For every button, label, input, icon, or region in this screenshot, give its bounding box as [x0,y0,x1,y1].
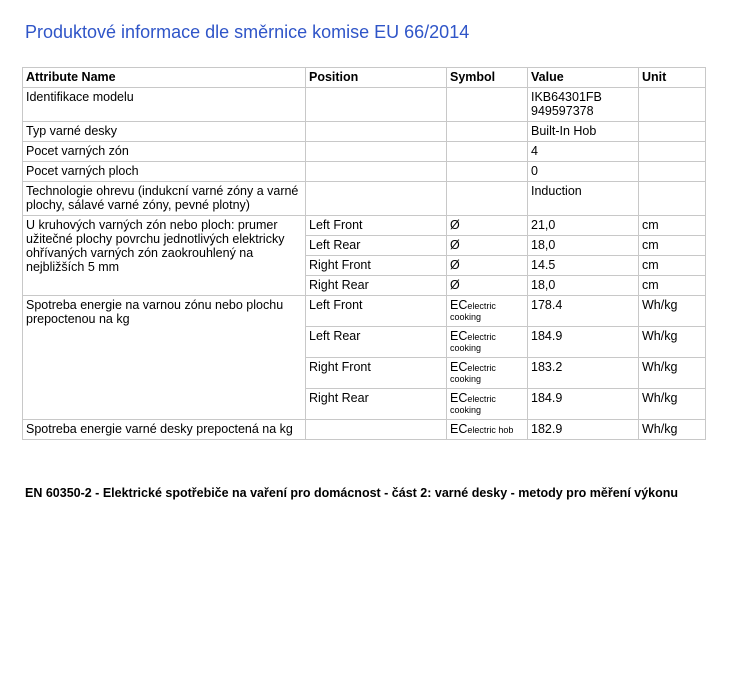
symbol-main: EC [450,391,468,405]
model-number: IKB64301FB [531,90,602,104]
unit-cell: cm [639,256,706,276]
value-cell: 21,0 [528,216,639,236]
symbol-cell [447,122,528,142]
position-cell: Right Front [306,256,447,276]
symbol-cell [447,162,528,182]
symbol-cell: Ø [447,236,528,256]
value-cell: Induction [528,182,639,216]
unit-cell: Wh/kg [639,389,706,420]
symbol-cell [447,327,528,358]
symbol-subscript: electric [467,363,496,373]
value-cell: 178.4 [528,296,639,327]
position-cell: Left Rear [306,236,447,256]
symbol-main: EC [450,298,468,312]
symbol-subscript: electric [467,332,496,342]
position-cell: Right Rear [306,389,447,420]
position-cell [306,88,447,122]
symbol-subscript: electric [467,301,496,311]
header-unit: Unit [639,68,706,88]
symbol-cell [447,182,528,216]
symbol-cell [447,358,528,389]
header-symbol: Symbol [447,68,528,88]
value-cell [528,88,639,122]
symbol-cell [447,142,528,162]
unit-cell: Wh/kg [639,358,706,389]
value-cell: 182.9 [528,420,639,440]
attribute-cell: Identifikace modelu [23,88,306,122]
value-cell: 184.9 [528,389,639,420]
unit-cell [639,162,706,182]
header-position: Position [306,68,447,88]
symbol-cell [447,88,528,122]
unit-cell: Wh/kg [639,327,706,358]
unit-cell: Wh/kg [639,420,706,440]
symbol-subscript: cooking [450,343,482,353]
symbol-subscript: electric [467,394,496,404]
product-number: 949597378 [531,104,594,118]
value-cell: 4 [528,142,639,162]
attribute-cell: Pocet varných ploch [23,162,306,182]
position-cell: Left Rear [306,327,447,358]
position-cell: Left Front [306,296,447,327]
value-cell: 183.2 [528,358,639,389]
position-cell: Right Front [306,358,447,389]
page-title: Produktové informace dle směrnice komise EU 66/2014 [25,22,470,42]
symbol-subscript: electric hob [467,425,514,435]
position-cell [306,162,447,182]
attribute-cell: Spotreba energie na varnou zónu nebo plochu prepoctenou na kg [23,296,306,420]
position-cell: Left Front [306,216,447,236]
position-cell [306,420,447,440]
header-value: Value [528,68,639,88]
position-cell: Right Rear [306,276,447,296]
unit-cell: Wh/kg [639,296,706,327]
value-cell: 18,0 [528,236,639,256]
value-cell: Built-In Hob [528,122,639,142]
table-row [23,162,706,182]
attribute-cell: Technologie ohrevu (indukcní varné zóny a varné plochy, sálavé varné zóny, pevné plotny) [23,182,306,216]
unit-cell: cm [639,216,706,236]
position-cell [306,142,447,162]
value-cell: 14.5 [528,256,639,276]
unit-cell [639,182,706,216]
unit-cell [639,142,706,162]
symbol-subscript: cooking [450,374,482,384]
table-row [23,216,706,236]
symbol-subscript: cooking [450,405,482,415]
symbol-cell: Ø [447,256,528,276]
attribute-cell: Spotreba energie varné desky prepoctená na kg [23,420,306,440]
attribute-cell: U kruhových varných zón nebo ploch: prumer užitečné plochy povrchu jednotlivých elektricky ohřívaných varných zón zaokrouhlený na nejbližších 5 mm [23,216,306,296]
symbol-cell: Ø [447,216,528,236]
table-row [23,420,706,440]
symbol-subscript: cooking [450,312,482,322]
attribute-cell: Typ varné desky [23,122,306,142]
position-cell [306,122,447,142]
product-info-table [22,67,706,440]
value-cell: 18,0 [528,276,639,296]
symbol-cell [447,296,528,327]
value-cell: 0 [528,162,639,182]
unit-cell [639,122,706,142]
unit-cell: cm [639,276,706,296]
table-row [23,142,706,162]
symbol-main: EC [450,329,468,343]
unit-cell [639,88,706,122]
symbol-cell [447,389,528,420]
symbol-cell: Ø [447,276,528,296]
header-attribute: Attribute Name [23,68,306,88]
standard-footnote: EN 60350-2 - Elektrické spotřebiče na vaření pro domácnost - část 2: varné desky - metody pro měření výkonu [25,486,679,500]
table-header-row [23,68,706,88]
table-row [23,182,706,216]
value-cell: 184.9 [528,327,639,358]
table-row [23,88,706,122]
symbol-main: EC [450,422,468,436]
table-row [23,122,706,142]
unit-cell: cm [639,236,706,256]
symbol-main: EC [450,360,468,374]
symbol-cell [447,420,528,440]
position-cell [306,182,447,216]
table-row [23,296,706,327]
attribute-cell: Pocet varných zón [23,142,306,162]
